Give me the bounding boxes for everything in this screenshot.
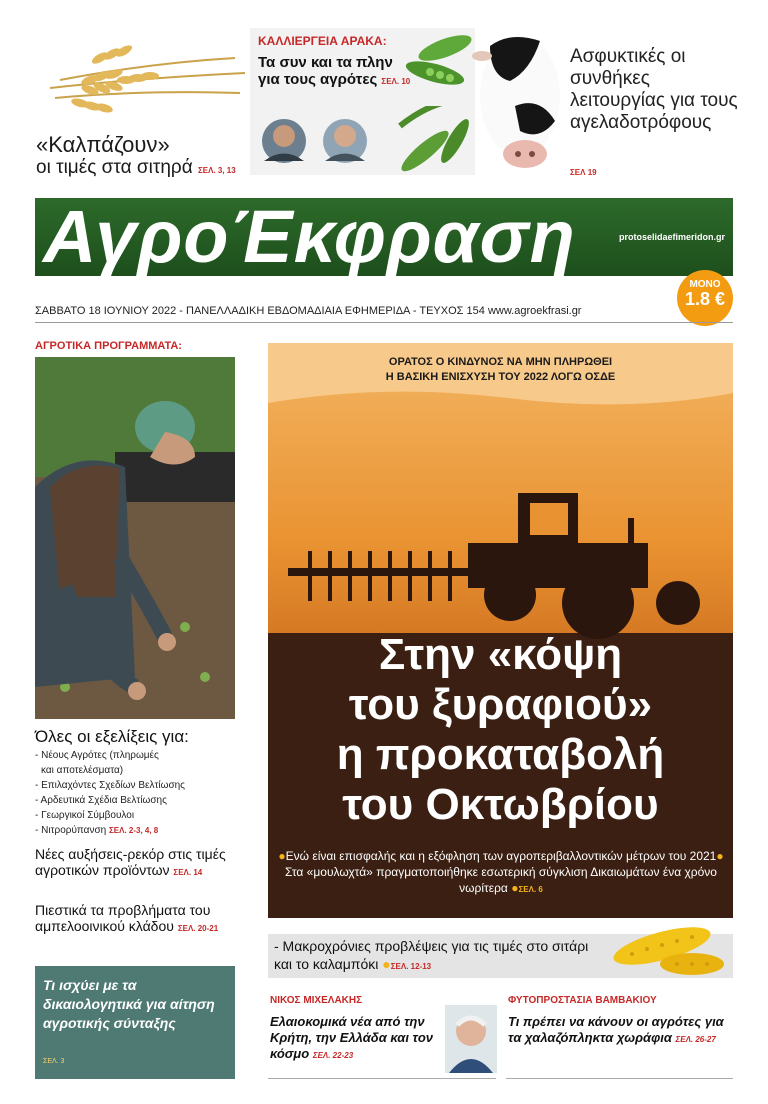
page-ref: ΣΕΛ. 20-21 — [177, 924, 219, 933]
hero-story — [268, 343, 733, 918]
main-kicker: ΟΡΑΤΟΣ Ο ΚΙΝΔΥΝΟΣ ΝΑ ΜΗΝ ΠΛΗΡΩΘΕΙ Η ΒΑΣΙΚΗ ΕΝΙΣΧΥΣΗ ΤΟΥ 2022 ΛΟΓΩ ΟΣΔΕ — [385, 356, 616, 383]
teaser-grain-title: «Καλπάζουν» — [36, 132, 170, 157]
developments-list — [35, 748, 235, 838]
site-link[interactable]: www.agroekfrasi.gr — [487, 305, 582, 317]
list-item: - Αρδευτικά Σχέδια Βελτίωσης — [35, 795, 167, 806]
section-label: ΑΓΡΟΤΙΚΑ ΠΡΟΓΡΑΜΜΑΤΑ: — [35, 340, 182, 352]
page-ref: ΣΕΛ. 3 — [43, 1058, 65, 1065]
pea-teaser-box — [250, 28, 475, 175]
bullet-icon: ● — [716, 849, 724, 863]
cotton-kicker: ΦΥΤΟΠΡΟΣΤΑΣΙΑ ΒΑΜΒΑΚΙΟΥ — [508, 995, 657, 1006]
columnist-photo — [445, 1005, 497, 1073]
bullet-icon: ● — [511, 881, 519, 895]
page-ref: ΣΕΛ. 12-13 — [390, 962, 432, 971]
cotton-headline: Τι πρέπει να κάνουν οι αγρότες για τα χαλαζόπληκτα χωράφια ΣΕΛ. 26-27 — [508, 1014, 724, 1045]
page-ref: ΣΕΛ. 26-27 — [675, 1035, 716, 1044]
list-item: - Επιλαχόντες Σχεδίων Βελτίωσης — [35, 780, 185, 791]
forecast-strip — [268, 934, 733, 978]
pea-title: Τα συν και τα πλην για τους αγρότες ΣΕΛ. 10 — [258, 54, 411, 88]
peas-image — [400, 28, 475, 108]
bullet-icon: ● — [382, 956, 391, 972]
page-ref: ΣΕΛ. 10 — [381, 77, 411, 86]
forecast-text: - Μακροχρόνιες προβλέψεις για τις τιμές στο σιτάρι και το καλαμπόκι ●ΣΕΛ. 12-13 — [274, 938, 589, 972]
pension-box — [35, 966, 235, 1079]
olive-headline: Ελαιοκομικά νέα από την Κρήτη, την Ελλάδα και τον κόσμο ΣΕΛ. 22-23 — [270, 1014, 434, 1061]
developments-title: Όλες οι εξελίξεις για: — [35, 727, 189, 746]
watermark-site: protoselidaefimeridon.gr — [618, 232, 725, 242]
teaser-dairy-title: Ασφυκτικές οι συνθήκες λειτουργίας για τους αγελαδοτρόφους — [570, 46, 738, 133]
divider — [506, 1078, 733, 1079]
list-item: και αποτελέσματα) — [41, 765, 124, 776]
newspaper-logo: ΑγροΈκφραση — [43, 195, 576, 278]
wheat-image — [30, 18, 250, 133]
page-ref: ΣΕΛ 19 — [570, 168, 597, 177]
dateline: ΣΑΒΒΑΤΟ 18 ΙΟΥΝΙΟΥ 2022 - ΠΑΝΕΛΛΑΔΙΚΗ ΕΒΔΟΜΑΔΙΑΙΑ ΕΦΗΜΕΡΙΔΑ - ΤΕΥΧΟΣ 154 www.agroekfrasi.gr — [35, 305, 582, 317]
list-item: - Νιτρορύπανση ΣΕΛ. 2-3, 4, 8 — [35, 825, 159, 836]
portraits-image — [250, 106, 475, 175]
page-ref: ΣΕΛ. 22-23 — [312, 1051, 354, 1060]
edition-label: ΠΑΝΕΛΛΑΔΙΚΗ ΕΒΔΟΜΑΔΙΑΙΑ ΕΦΗΜΕΡΙΔΑ — [186, 305, 410, 317]
divider — [35, 322, 733, 323]
corn-image — [607, 922, 727, 978]
price-badge — [677, 270, 733, 326]
olive-kicker: ΝΙΚΟΣ ΜΙΧΕΛΑΚΗΣ — [270, 995, 363, 1006]
farmer-photo — [35, 357, 235, 719]
page-ref: ΣΕΛ. 2-3, 4, 8 — [108, 826, 159, 835]
list-item: - Νέους Αγρότες (πληρωμές — [35, 750, 159, 761]
page-ref: ΣΕΛ. 6 — [518, 885, 543, 894]
news-wine-headline: Πιεστικά τα προβλήματα του αμπελοοινικού κλάδου ΣΕΛ. 20-21 — [35, 902, 219, 934]
bullet-icon: ● — [278, 849, 286, 863]
divider — [268, 1078, 496, 1079]
news-prices-headline: Νέες αυξήσεις-ρεκόρ στις τιμές αγροτικών προϊόντων ΣΕΛ. 14 — [35, 846, 226, 878]
main-headline: Στην «κόψη του ξυραφιού» η προκαταβολή του Οκτωβρίου — [336, 630, 665, 829]
page-ref: ΣΕΛ. 14 — [173, 868, 203, 877]
issue-date: ΣΑΒΒΑΤΟ 18 ΙΟΥΝΙΟΥ 2022 — [35, 305, 177, 317]
issue-number: ΤΕΥΧΟΣ 154 — [419, 305, 485, 317]
price-label: ΜΟΝΟ — [689, 279, 721, 290]
price-value: 1.8 € — [684, 289, 726, 309]
list-item: - Γεωργικοί Σύμβουλοι — [35, 810, 135, 821]
page-ref: ΣΕΛ. 3, 13 — [197, 166, 236, 175]
main-deck: ●Ενώ είναι επισφαλής και η εξόφληση των αγροπεριβαλλοντικών μέτρων του 2021● Στα «μουλωχτά» πραγματοποιήθηκε εσωτερική σύγκλιση Δικαιωμάτων ένα χρόνο νωρίτερα ●ΣΕΛ. 6 — [278, 849, 724, 895]
teaser-grain-sub: οι τιμές στα σιτηρά ΣΕΛ. 3, 13 — [36, 157, 236, 178]
pea-kicker: ΚΑΛΛΙΕΡΓΕΙΑ ΑΡΑΚΑ: — [258, 34, 387, 48]
pension-title: Τι ισχύει με τα δικαιολογητικά για αίτηση αγροτικής σύνταξης — [43, 977, 215, 1031]
masthead — [35, 195, 733, 278]
cow-image — [470, 26, 565, 176]
